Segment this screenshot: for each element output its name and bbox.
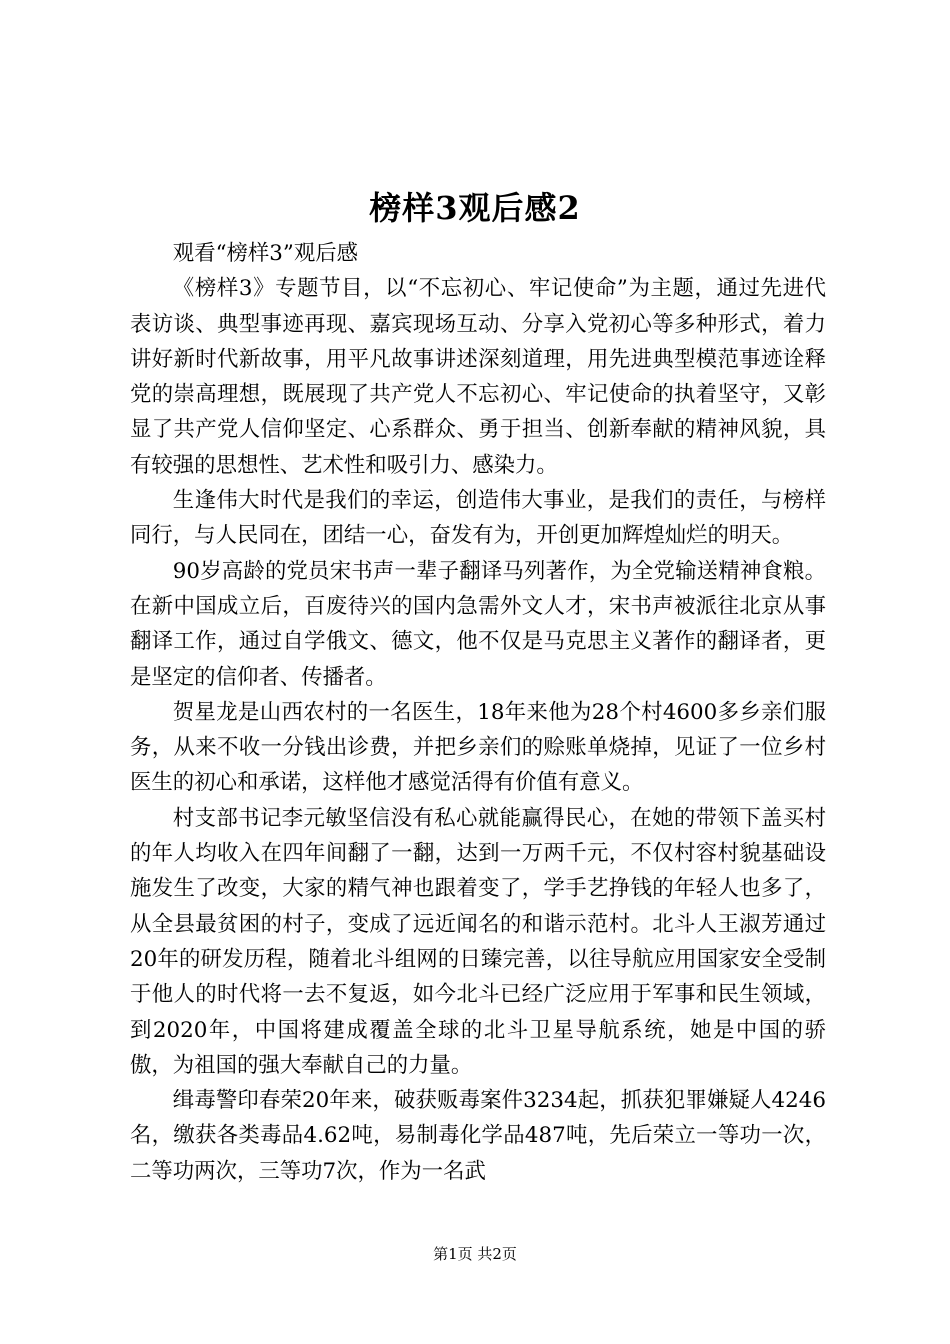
paragraph-yin-chunrong: 缉毒警印春荣20年来，破获贩毒案件3234起，抓获犯罪嫌疑人4246名，缴获各类毒品4.62吨，易制毒化学品487吨，先后荣立一等功一次，二等功两次，三等功7次，作为一名武 [130, 1088, 826, 1184]
paragraph-subtitle: 观看“榜样3”观后感 [172, 241, 359, 266]
paragraph-song-shusheng: 90岁高龄的党员宋书声一辈子翻译马列著作，为全党输送精神食粮。在新中国成立后，百废待兴的国内急需外文人才，宋书声被派往北京从事翻译工作，通过自学俄文、德文，他不仅是马克思主义著作的翻译者，更是坚定的信仰者、传播者。 [130, 558, 826, 690]
document-body [130, 236, 826, 1189]
document-title: 榜样3观后感2 [369, 189, 581, 227]
paragraph-era: 生逢伟大时代是我们的幸运，创造伟大事业，是我们的责任，与榜样同行，与人民同在，团结一心，奋发有为，开创更加辉煌灿烂的明天。 [130, 488, 826, 549]
page-footer: 第1页 共2页 [433, 1245, 517, 1263]
paragraph-he-xinglong: 贺星龙是山西农村的一名医生，18年来他为28个村4600多乡亲们服务，从来不收一分钱出诊费，并把乡亲们的赊账单烧掉，见证了一位乡村医生的初心和承诺，这样他才感觉活得有价值有意义。 [130, 699, 826, 796]
paragraph-li-yuanmin: 村支部书记李元敏坚信没有私心就能赢得民心，在她的带领下盖买村的年人均收入在四年间翻了一翻，达到一万两千元，不仅村容村貌基础设施发生了改变，大家的精气神也跟着变了，学手艺挣钱的年轻人也多了，从全县最贫困的村子，变成了远近闻名的和谐示范村。北斗人王淑芳通过20年的研发历程，随着北斗组网的日臻完善，以往导航应用国家安全受制于他人的时代将一去不复返，如今北斗已经广泛应用于军事和民生领域，到2020年，中国将建成覆盖全球的北斗卫星导航系统，她是中国的骄傲，为祖国的强大奉献自己的力量。 [130, 805, 826, 1078]
paragraph-intro: 《榜样3》专题节目，以“不忘初心、牢记使命”为主题，通过先进代表访谈、典型事迹再现、嘉宾现场互动、分享入党初心等多种形式，着力讲好新时代新故事，用平凡故事讲述深刻道理，用先进典型模范事迹诠释党的崇高理想，既展现了共产党人不忘初心、牢记使命的执着坚守，又彰显了共产党人信仰坚定、心系群众、勇于担当、创新奉献的精神风貌，具有较强的思想性、艺术性和吸引力、感染力。 [130, 276, 826, 478]
